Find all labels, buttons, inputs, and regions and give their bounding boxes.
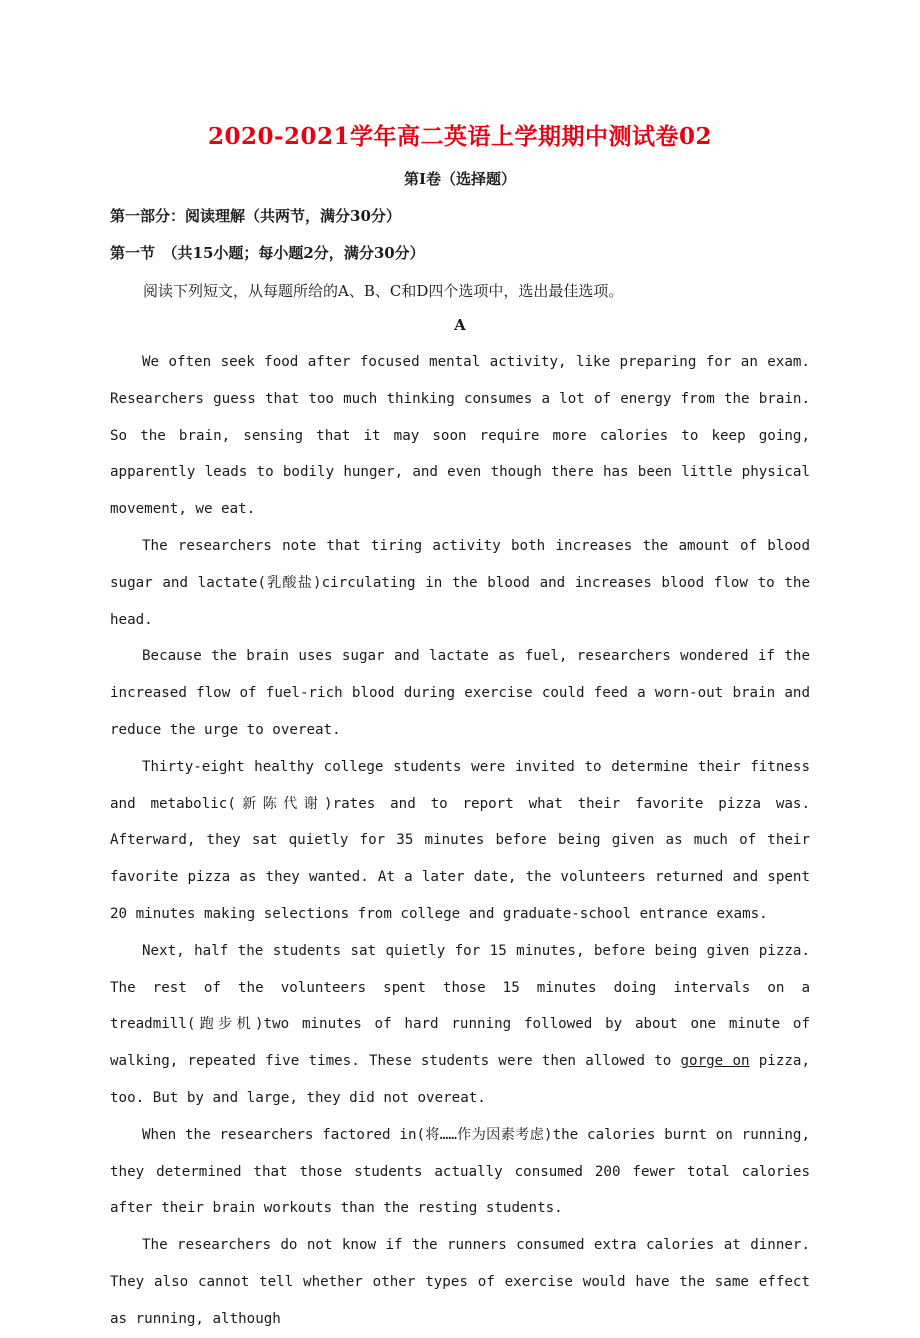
paragraph-3: Because the brain uses sugar and lactate as fuel, researchers wondered if the increased flow of fuel-rich blood during exercise could feed a worn-out brain and reduce the urge to overeat. [110, 648, 810, 738]
part-heading: 第一部分：阅读理解（共两节，满分30分） [110, 207, 401, 225]
section-heading: 第一节 （共15小题；每小题2分，满分30分） [110, 244, 425, 262]
paragraph-6: When the researchers factored in(将……作为因素考虑)the calories burnt on running, they determined that those students actually consumed 200 fewer total calories after their brain workouts than the resting students. [110, 1126, 810, 1217]
exam-title: 2020-2021学年高二英语上学期期中测试卷02 [207, 123, 713, 150]
underlined-phrase: gorge on [680, 1053, 750, 1070]
passage-body [110, 344, 810, 1338]
passage-label: A [454, 316, 466, 334]
instructions: 阅读下列短文，从每题所给的A、B、C和D四个选项中，选出最佳选项。 [143, 282, 624, 300]
paragraph-1: We often seek food after focused mental activity, like preparing for an exam. Researchers guess that too much thinking consumes a lot of energy from the brain. So the brain, sensing that it may soon require more calories to keep going, apparently leads to bodily hunger, and even though there has been little physical movement, we eat. [110, 354, 810, 518]
paragraph-5-text-a: Next, half the students sat quietly for 15 minutes, before being given pizza. The rest of the volunteers spent those 15 minutes doing intervals on a treadmill(跑步机)two minutes of hard running followed by about one minute of walking, repeated five times. These students were then allowed to [110, 942, 810, 1070]
paragraph-5-text-b: pizza, too. But by and large, they did not overeat. [110, 1053, 810, 1106]
paragraph-7: The researchers do not know if the runners consumed extra calories at dinner. They also cannot tell whether other types of exercise would have the same effect as running, although [110, 1237, 810, 1327]
paragraph-4: Thirty-eight healthy college students were invited to determine their fitness and metabolic(新陈代谢)rates and to report what their favorite pizza was. Afterward, they sat quietly for 35 minutes before being given as much of their favorite pizza as they wanted. At a later date, the volunteers returned and spent 20 minutes making selections from college and graduate-school entrance exams. [110, 758, 810, 922]
volume-subtitle: 第I卷（选择题） [403, 170, 517, 188]
paragraph-2: The researchers note that tiring activity both increases the amount of blood sugar and lactate(乳酸盐)circulating in the blood and increases blood flow to the head. [110, 537, 810, 628]
paragraph-5 [110, 933, 810, 1117]
